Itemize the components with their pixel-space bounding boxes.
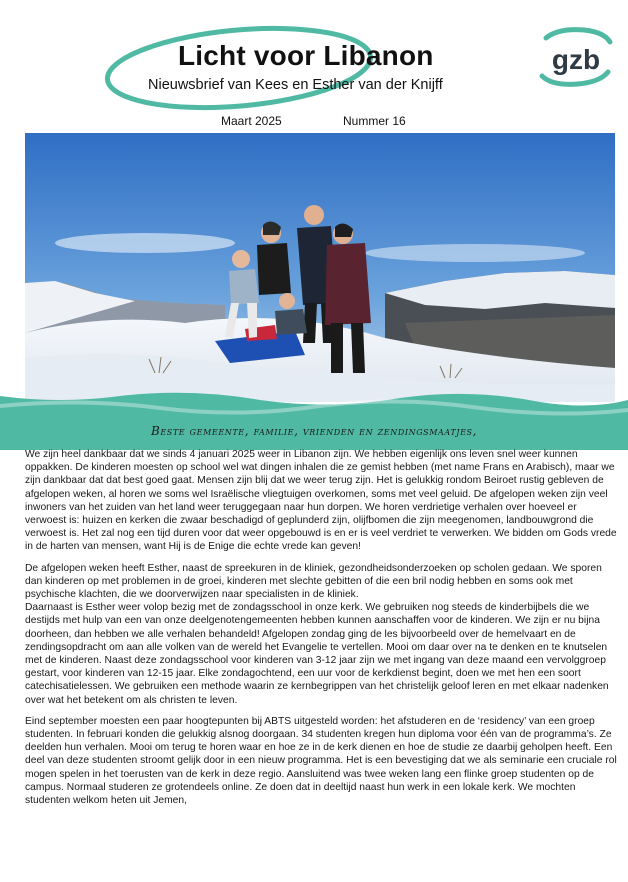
- gzb-logo-text: gzb: [551, 44, 601, 75]
- newsletter-subtitle: Nieuwsbrief van Kees en Esther van der Knijff: [148, 77, 443, 93]
- paragraph-esther-clinic: De afgelopen weken heeft Esther, naast de spreekuren in de kliniek, gezondheidsonderzoeken op scholen gedaan. We sporen dan kinderen op met problemen in de groei, kinderen met slechte gebitten of die een bril nodig hebben en soms ook met psychische klachten, die we doorverwijzen naar specialisten in de kliniek.: [25, 562, 602, 601]
- issue-info: [0, 114, 628, 130]
- paragraph-abts-graduation: Eind september moesten een paar hoogtepunten bij ABTS uitgesteld worden: het afstuderen en de ‘residency’ van een groep studenten. In februari konden die gelukkig alsnog doorgaan. 34 studenten kregen hun diploma voor één van de programma’s. Ze deelden hun verhalen. Mooi om terug te horen waar en hoe ze in de kerk dienen en hoe de studie ze daarbij geholpen heeft. Een deel van deze studenten stroomt gelijk door in een nieuw programma. Het is een bevestiging dat we als seminarie een cruciale rol mogen spelen in het toerusten van de kerk in deze regio. Aansluitend was twee weken lang een flinke groep studenten op de campus. Normaal studeren ze grotendeels online. Ze doen dat in deeltijd naast hun werk in een lokale kerk. We mochten studenten welkom heten uit Jemen,: [25, 715, 617, 807]
- paragraph-return-lebanon: We zijn heel dankbaar dat we sinds 4 januari 2025 weer in Libanon zijn. We hebben eigenlijk ons leven snel weer kunnen oppakken. De kinderen moesten op school wel wat dingen inhalen die ze gemist hebben (met name Frans en Arabisch), maar we zijn dankbaar dat dat best goed gaat. Mensen zijn blij dat we weer terug zijn. Het is gelukkig rondom Beiroet rustig gebleven de afgelopen weken, al horen we soms wel Israëlische vliegtuigen overkomen, soms met veel geluid. De afgelopen weken zijn veel inwoners van het zuiden van het land weer teruggegaan naar hun dorpen. We horen verdrietige verhalen over hoeveel er verwoest is: huizen en kerken die zwaar beschadigd of geplunderd zijn, olijfbomen die zijn meegenomen, landbouwgrond die verwoest is. Het zal nog een tijd duren voor dat weer opgebouwd is en er is veel verdriet te verwerken. We bidden om Gods vrede in de harten van mensen, want Hij is de Enige die echte vrede kan geven!: [25, 449, 617, 553]
- gzb-logo: [538, 26, 614, 88]
- article-body: [25, 448, 617, 815]
- masthead: [0, 0, 628, 130]
- photo-illustration: [25, 133, 615, 402]
- family-in-snow-photo: [25, 133, 615, 402]
- newsletter-title: Licht voor Libanon: [178, 40, 434, 71]
- issue-date: Maart 2025: [221, 114, 282, 128]
- greeting-heading: Beste gemeente, familie, vrienden en zendingsmaatjes,: [150, 424, 478, 438]
- paragraph-sunday-school: Daarnaast is Esther weer volop bezig met de zondagsschool in onze kerk. We gebruiken nog steeds de kinderbijbels die we destijds met hulp van een van onze deelgenotengemeenten hebben kunnen aanschaffen voor de kinderen. We zijn er nu bijna doorheen, dan hebben we alle verhalen behandeld! Afgelopen zondag ging de les bijvoorbeeld over de hemelvaart en de zendingsopdracht om aan alle volken van de wereld het Evangelie te vertellen. Mooi om daar over na te denken en te knutselen met de kinderen. Naast deze zondagsschool voor kinderen van 3-12 jaar zijn we met ingang van deze maand een vervolggroep gestart, voor kinderen van 12-15 jaar. Elke zondagochtend, een uur voor de kerkdienst begint, doen we met hen een soort catechisatielessen. We gebruiken een methode waarin ze kernbegrippen van het christelijk geloof leren en met elkaar nadenken over wat het betekent om als christen te leven.: [25, 602, 609, 706]
- teal-wave-banner: [0, 390, 628, 450]
- issue-number: Nummer 16: [343, 114, 406, 128]
